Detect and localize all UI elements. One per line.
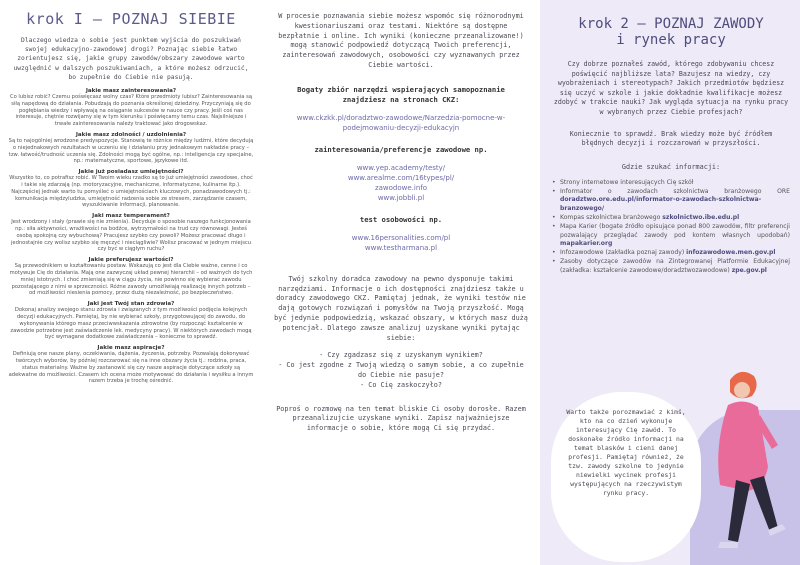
interests-link[interactable]: www.arealme.com/16types/pl/	[347, 173, 455, 182]
source-item	[552, 214, 790, 222]
walking-woman-illustration	[690, 360, 800, 565]
source-link[interactable]: infozawodowe.men.gov.pl	[686, 249, 776, 257]
professions-intro: Czy dobrze poznałeś zawód, którego zdobywaniu chcesz poświęcić najbliższe lata? Bazujesz na wiedzy, czy wyobrażeniach i stereotypach? Jakich przedmiotów będziesz się uczyć w szkole i jakie dokładnie kwalifikacje możesz zdobyć w trakcie nauki? Jak wygląda sytuacja na rynku pracy w wybranych przez Ciebie profesjach?	[553, 60, 789, 116]
personality-link[interactable]: www.testharmana.pl	[364, 243, 438, 252]
section-title-step1: krok I – POZNAJ SIEBIE	[26, 10, 236, 28]
questions-list	[8, 88, 254, 385]
question-answer: Wszystko to, co potrafisz robić. W Twoim wieku rzadko są to już umiejętności zawodowe, choć i takie się zdarzają (np. motoryzacyjne, mechaniczne, informatyczne, kulinarne itp.). Najczęściej jednak warto tu pomyśleć o umiejętnościach kluczowych, ponadzawodowych tj.: komunikacja międzyludzka, umiejętność radzenia sobie ze stresem, zarządzanie czasem, wyszukiwanie informacji, planowanie.	[9, 175, 253, 209]
source-text: Mapa Karier (bogate źródło opisujące ponad 800 zawodów, filtr preferencji pozwalający przeglądać zawody pod kontem własnych upodobań)	[560, 223, 790, 239]
question-heading: Jakie masz aspiracje?	[97, 345, 165, 352]
source-item	[552, 249, 790, 257]
tools-intro: W procesie poznawania siebie możesz wspomóc się różnorodnymi kwestionariuszami oraz testami. Niektóre są dostępne bezpłatnie i online. Ich wyniki (konieczne przeanalizowane!) mogą stanowić podpowiedź dotyczącą Twoich preferencji, zainteresowań zawodowych, osobowości czy wyznawanych przez Ciebie wartości.	[278, 12, 524, 69]
ckz-tools-link[interactable]: www.ckzkk.pl/doradztwo-zawodowe/Narzedzia-pomocne-w-podejmowaniu-decyzji-edukacyjn	[296, 113, 506, 132]
shoe-shape	[718, 542, 738, 548]
reflection-question: - Co Cię zaskoczyło?	[360, 380, 442, 389]
leg-shape	[750, 476, 778, 532]
check-note: Koniecznie to sprawdź. Brak wiedzy może być źródłem błędnych decyzji i rozczarowań w przyszłości.	[569, 129, 773, 148]
tools-heading: Bogaty zbiór narzędzi wspierających samopoznanie znajdziesz na stronach CKZ:	[297, 84, 505, 104]
question-answer: Definiują one nasze plany, oczekiwania, dążenia, życzenia, potrzeby. Pozwalają dokonywać twórczych wyborów, by później rozczarować się na inne obszary życia tj.: rodzina, praca, status materialny. Ważne by zastanowić się czy nasze aspiracje dotyczące szkoły są adekwatne do możliwości. Czasem ich ocena może motywować do działania i wysiłku a innym razem trzeba je trochę ośrednić.	[8, 351, 254, 385]
question-heading: Jakie preferujesz wartości?	[88, 257, 174, 264]
interests-link[interactable]: zawodowe.info	[374, 183, 428, 192]
question-answer: Są przewodnikiem w kształtowaniu postaw. Wskazują co jest dla Ciebie ważne, cenne i co motywuje Cię do działania. Mają one zazwyczaj układ pewnej hierarchii – od ważnych do tych mniej istotnych. I choć zmieniają się w ciągu życia, nie powinno się wybierać zawodu pozostającego z nimi w sprzeczności. Różne zawody umożliwiają realizację innych potrzeb – od możliwości niesienia pomocy, przez dużą niezależność, po bezpieczeństwo.	[9, 263, 253, 297]
source-text: Informator o zawodach szkolnictwa branżowego ORE	[560, 188, 790, 196]
cloud-text: Warto także porozmawiać z kimś, kto na co dzień wykonuje interesujący Cię zawód. To doskonałe źródło informacji na temat blasków i cieni danej profesji. Pamiętaj również, że tzw. zawody szkolne to jedynie niewielki wycinek profesji występujących na rzeczywistym rynku pracy.	[566, 408, 686, 497]
source-link[interactable]: mapakarier.org	[560, 239, 613, 247]
source-item	[552, 188, 790, 213]
reflection-question: - Czy zgadzasz się z uzyskanym wynikiem?	[319, 351, 483, 360]
head-shape	[734, 382, 750, 398]
speech-cloud	[551, 392, 701, 562]
question-answer: Jest wrodzony i stały (prawie się nie zmienia). Decyduje o sposobie naszego funkcjonowania np.: siła aktywności, wrażliwości na bodźce, wytrzymałości na trud czy równowagi. Jesteś osobą spokojną czy wybuchową? Pracujesz szybko czy powoli? Możesz pracować długo i jednostajnie czy wolisz szybko się męczyć i nieciągliwie? Wolisz pracować w jednym miejscu czy być w ciągłym ruchu?	[10, 219, 252, 253]
sources-list	[552, 179, 790, 275]
personality-heading: test osobowości np.	[359, 214, 443, 224]
question-heading: Jakie masz zdolności / uzdolnienia?	[75, 132, 187, 138]
source-item	[552, 223, 790, 248]
title-line: i rynek pracy	[616, 32, 726, 48]
source-text: Kompas szkolnictwa branżowego	[560, 213, 661, 221]
source-text: Strony internetowe interesujących Cię szkół	[560, 178, 694, 186]
source-item	[552, 258, 790, 275]
interests-heading: zainteresowania/preferencje zawodowe np.	[314, 144, 488, 154]
outro-text: Poproś o rozmowę na ten temat bliskie Ci osoby dorosłe. Razem przeanalizujcie uzyskane wyniki. Zapisz najważniejsze informacje o sobie, które mogą Ci się przydać.	[276, 404, 526, 433]
column-tools	[262, 0, 540, 565]
question-heading: Jaki masz temperament?	[92, 213, 170, 220]
question-heading: Jaki jest Twój stan zdrowia?	[87, 301, 175, 308]
section-title-step2	[552, 16, 790, 48]
source-link[interactable]: zpe.gov.pl	[731, 266, 767, 274]
title-line: krok 2 – POZNAJ ZAWODY	[578, 16, 764, 32]
source-link[interactable]: szkolnictwo.ibe.edu.pl	[662, 213, 740, 221]
source-text: Infozawodowe (zakładka poznaj zawody)	[560, 249, 685, 257]
source-link[interactable]: doradztwo.ore.edu.pl/informator-o-zawodach-szkolnictwa-branzowego/	[560, 196, 762, 212]
question-heading: Jakie masz zainteresowania?	[85, 88, 177, 95]
interests-link[interactable]: www.jobbli.pl	[377, 193, 425, 202]
where-heading: Gdzie szukać informacji:	[621, 162, 721, 171]
source-text: Zasoby dotyczące zawodów na Zintegrowanej Platformie Edukacyjnej (zakładka: kształcenie zawodowe/doradztwozawodowe)	[560, 258, 790, 274]
column-know-yourself	[0, 0, 262, 565]
leg-shape	[728, 480, 750, 542]
reflection-question: - Co jest zgodne z Twoją wiedzą o samym sobie, a co zupełnie do Ciebie nie pasuje?	[278, 361, 524, 379]
question-heading: Jakie już posiadasz umiejętności?	[78, 169, 184, 176]
question-answer: Co lubisz robić? Czemu poświęcasz wolny czas? Które przedmioty lubisz? Zainteresowania są siłą napędową do działania. Pobudzają do poznania określonej dziedziny. Przyczyniają się do pogłębiania wiedzy i wpływają na osiąganie sukcesów w nauce czy pracy. Jeśli coś nas interesuje, chętnie rozwijamy się w tym kierunku i poświęcamy temu czas. Najsilniejsze i trwałe zainteresowania należy traktować jako drogowskaz.	[9, 94, 252, 128]
question-answer: Dokonaj analizy swojego stanu zdrowia i związanych z tym możliwości podjęcia kolejnych decyzji edukacyjnych. Pamiętaj, by nie wybierać szkoły, przygotowującej do zawodu, do wykonywania którego masz przeciwwskazania zdrowotne (by rozpocząć kształcenie w zawodzie potrzebne jest zaświadczenie lek. medycyny pracy). W niektórych zawodach mogą być wymagane dodatkowe zaświadczenia – konieczne to sprawdź.	[10, 307, 252, 341]
source-item	[552, 179, 790, 187]
school-counselor-text: Twój szkolny doradca zawodowy na pewno dysponuje takimi narzędziami. Informacje o ich dostępności znajdziesz także u doradcy zawodowego CKZ. Pamiętaj jednak, że wyniki testów nie dają gotowych rozwiązań i pomysłów na Twoją przyszłość. Mogą być jedynie podpowiedzią, wskazać obszary, w których masz dużą potencjał. Dlatego zawsze analizuj uzyskane wyniki pytając siebie:	[274, 274, 528, 342]
personality-link[interactable]: www.16personalities.com/pl	[351, 233, 451, 242]
interests-link[interactable]: www.yep.academy/testy/	[356, 163, 446, 172]
intro-text: Dlaczego wiedza o sobie jest punktem wyjścia do poszukiwań swojej edukacyjno-zawodowej drogi? Poznając siebie łatwo zorientujesz się, jakie grupy zawodów/obszary zawodowe warto uwzględnić w dalszych poszukiwaniach, a które możesz odrzucić, bo zupełnie do Ciebie nie pasują.	[13, 37, 249, 81]
question-answer: Są to najogólniej wrodzone predyspozycje. Stanowią te różnice między ludźmi, które decydują o niejednakowych rezultatach w uczeniu się i działaniu przy jednakowym nakładzie pracy – tzw. łatwość/trudność uczenia się. Zdolności mogą być ogólne, np.: inteligencja czy specjalne, np.: matematyczne, sportowe, językowe itd.	[8, 138, 254, 165]
